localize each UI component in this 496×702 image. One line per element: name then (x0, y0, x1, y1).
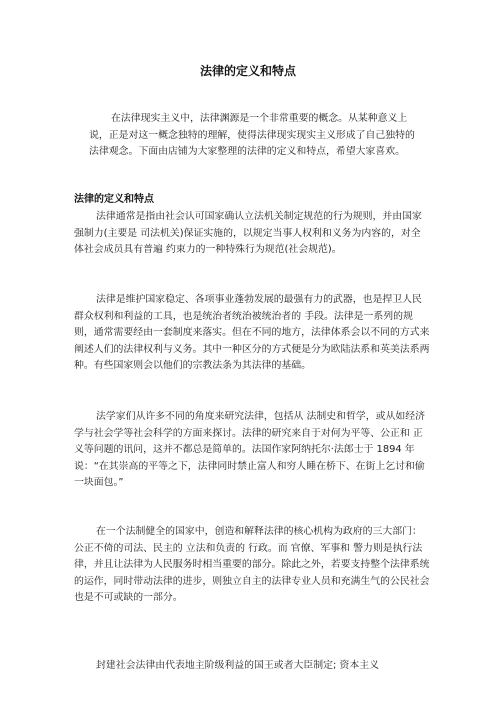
section-heading: 法律的定义和特点 (74, 194, 154, 205)
body-paragraph-function: 法律是维护国家稳定、各项事业蓬勃发展的最强有力的武器，也是捍卫人民群众权利和利益的工具，也是统治者统治被统治者的 手段。法律是一系列的规则，通常需要经由一套制度来落实。但在不同的地方，法律体系会以不同的方式来阐述人们的法律权利与义务。其中一种区分的方式便是分为欧陆法系和英美法系两种。有些国家则会以他们的宗教法条为其法律的基础。 (74, 294, 430, 371)
intro-paragraph: 在法律现实主义中，法律渊源是一个非常重要的概念。从某种意义上说，正是对这一概念独特的理解，使得法律现实现实主义形成了自己独特的法律观念。下面由店铺为大家整理的法律的定义和特点，希望大家喜欢。 (89, 113, 415, 157)
document-title: 法律的定义和特点 (199, 64, 296, 78)
body-paragraph-feudal: 封建社会法律由代表地主阶级利益的国王或者大臣制定; 资本主义 (96, 660, 379, 671)
body-paragraph-institutions: 在一个法制健全的国家中，创造和解释法律的核心机构为政府的三大部门：公正不倚的司法、民主的 立法和负责的 行政。而 官僚、军事和 警力则是执行法律，并且让法律为人民服务时相当重要的部分。除此之外，若要支持整个法律系统的运作，同时带动法律的进步，则独立自主的法律专业人员和充满生气的公民社会也是不可或缺的一部分。 (74, 526, 430, 603)
body-paragraph-definition: 法律通常是指由社会认可国家确认立法机关制定规范的行为规则，并由国家强制力(主要是 司法机关)保证实施的，以规定当事人权利和义务为内容的，对全体社会成员具有普遍 约束力的一种特殊行为规范(社会规范)。 (74, 211, 422, 255)
body-paragraph-study: 法学家们从许多不同的角度来研究法律，包括从 法制史和哲学，或从如经济学与社会学等社会科学的方面来探讨。法律的研究来自于对何为平等、公正和 正义等问题的讯问，这并不都总是简单的。法国作家阿纳托尔·法郎士于 1894 年说：“在其崇高的平等之下，法律同时禁止富人和穷人睡在桥下、在街上乞讨和偷一块面包。” (74, 411, 426, 488)
